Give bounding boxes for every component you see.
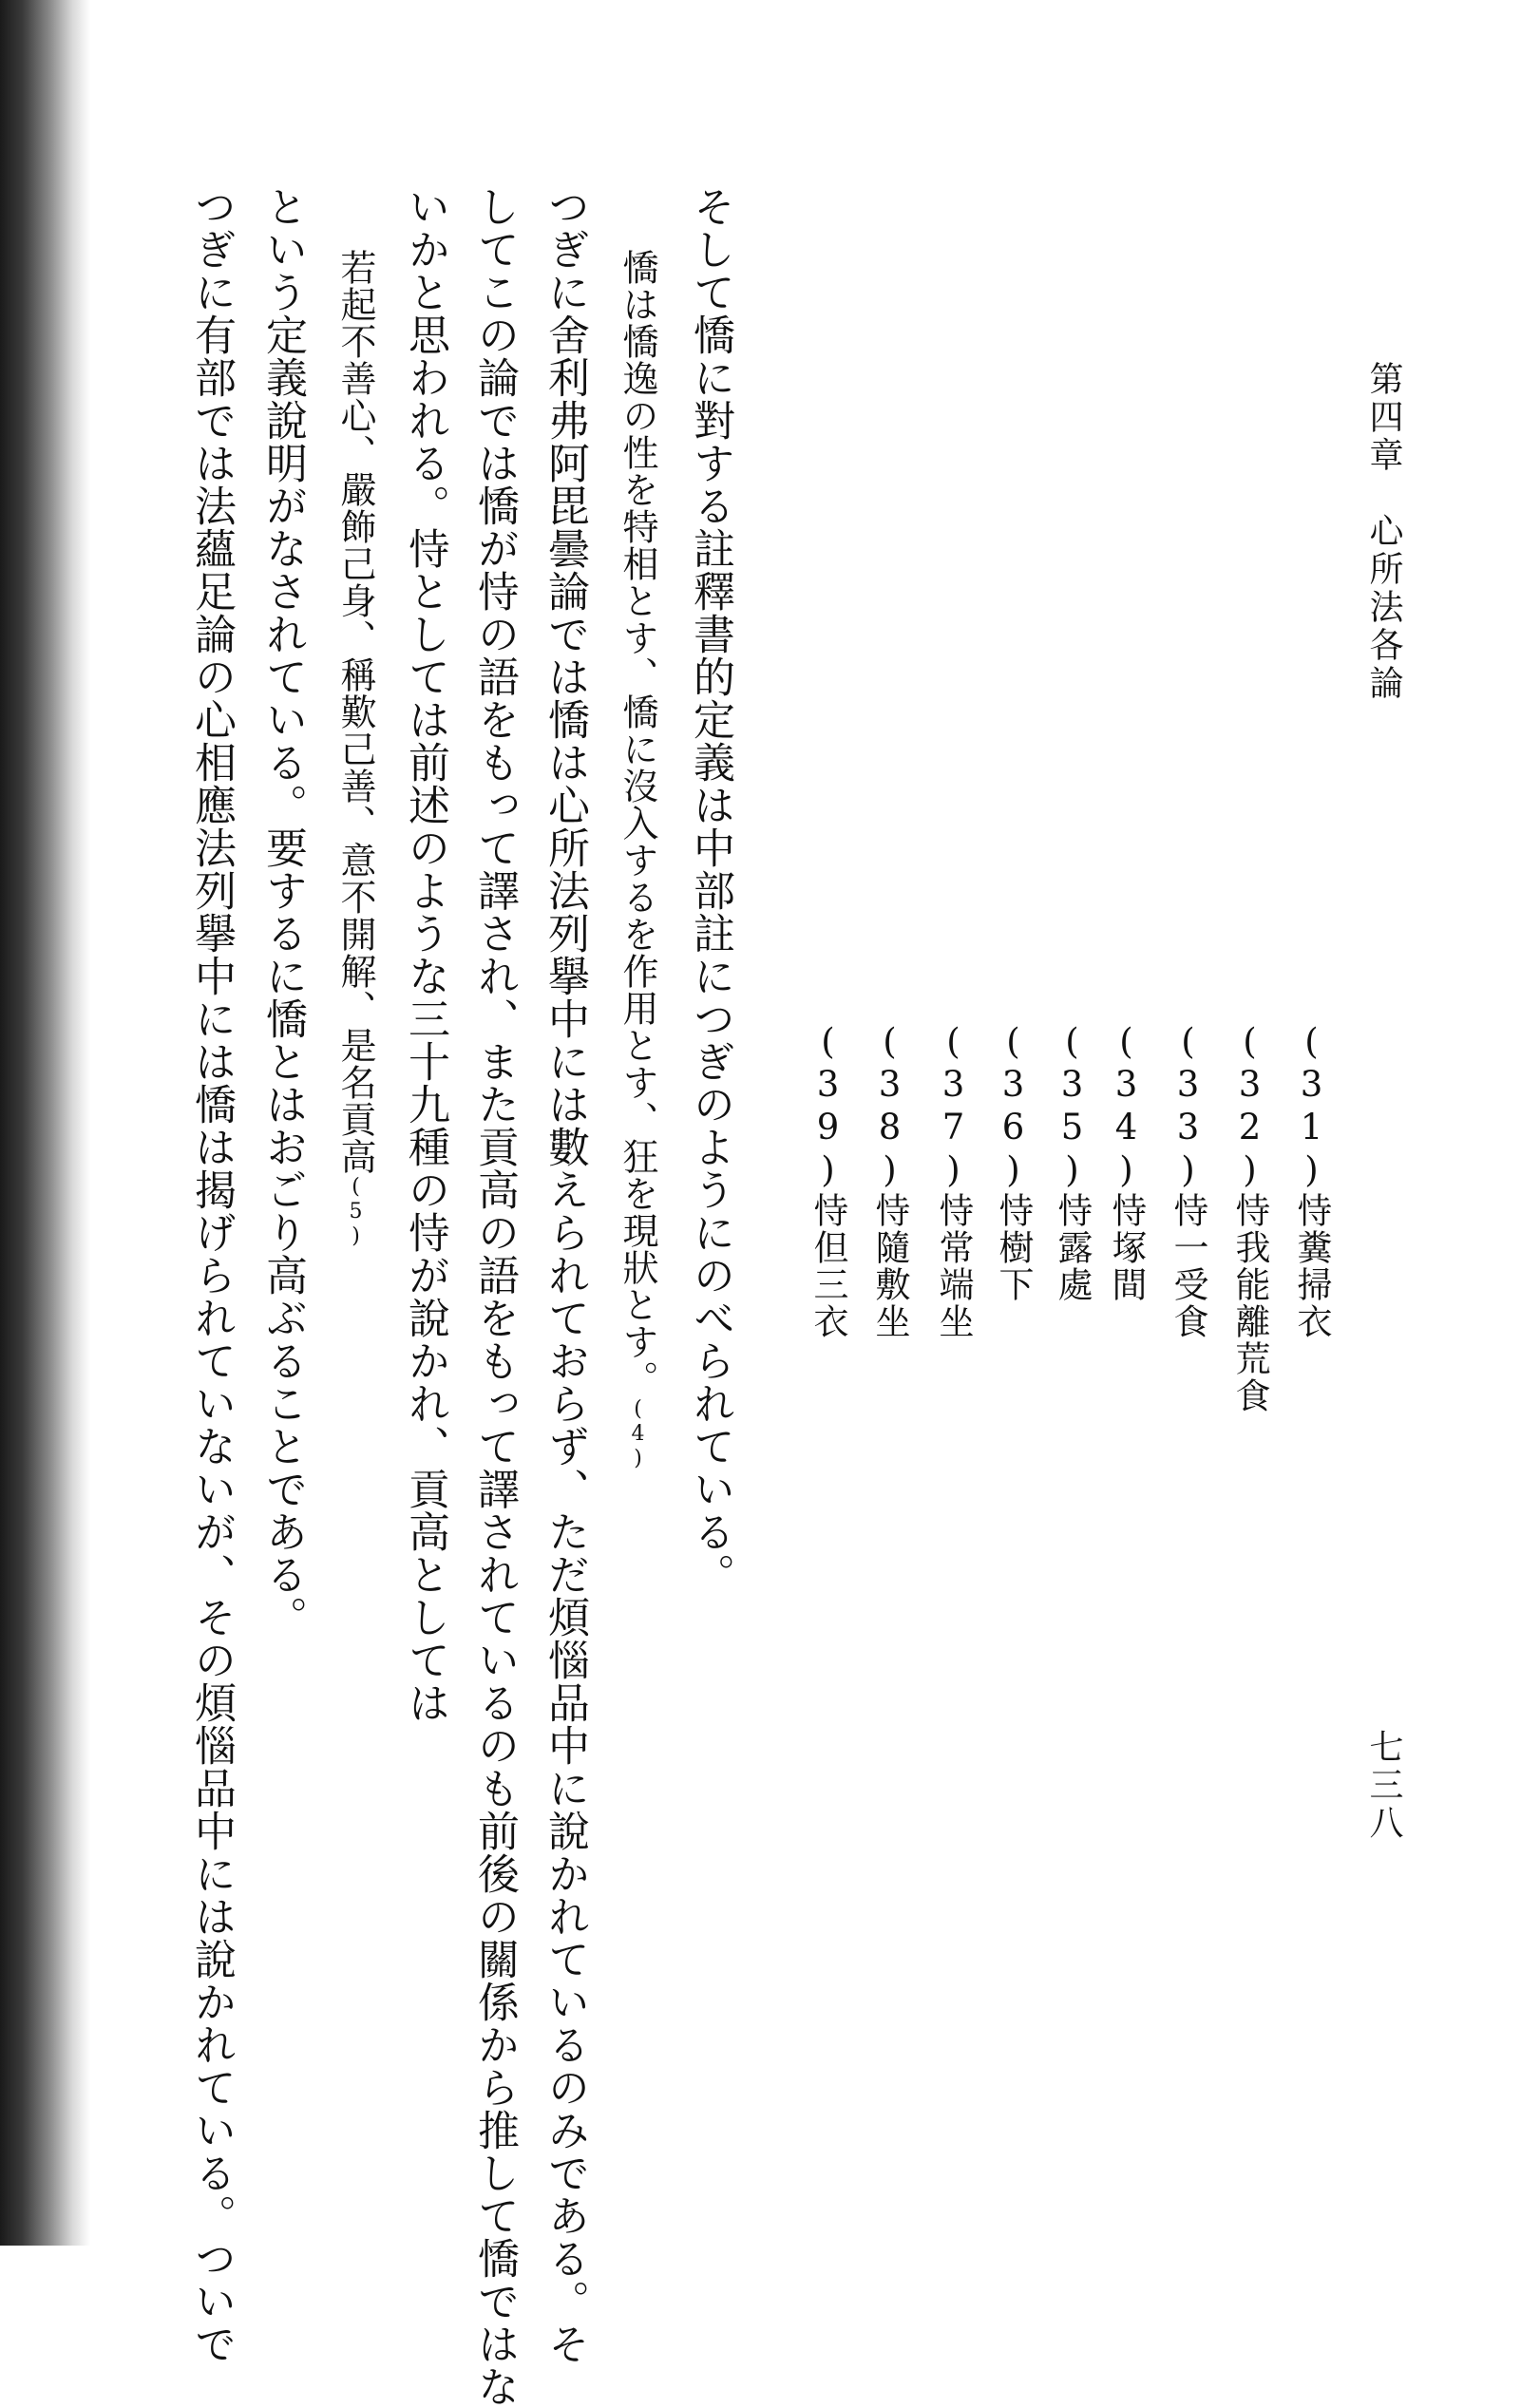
list-item [1106,1021,1147,1303]
list-item [1052,1021,1093,1303]
list-number: (36) [993,1021,1034,1192]
list-item [1291,1021,1332,1340]
body-paragraph-line: つぎに有部では法蘊足論の心相應法列擧中には憍は揭げられていないが、その煩惱品中には說かれている。ついで [187,185,236,2365]
list-item [869,1021,910,1340]
list-item [1229,1021,1270,1414]
list-item [1170,1021,1206,1340]
quoted-definition [334,249,376,1249]
body-paragraph-line: そして憍に對する註釋書的定義は中部註につぎのようにのべられている。 [686,185,734,1596]
list-number: (32) [1229,1021,1270,1192]
quote-text: 憍は憍逸の性を特相とす、憍に沒入するを作用とす、狂を現狀とす。 [617,249,658,1397]
list-number: (33) [1168,1021,1208,1192]
list-number: (34) [1106,1021,1147,1192]
list-text: 恃塚間 [1106,1192,1147,1303]
scan-binding-shadow [0,0,90,2246]
list-text: 恃樹下 [993,1192,1034,1303]
list-number: (35) [1052,1021,1093,1192]
list-number: (31) [1291,1021,1332,1192]
body-paragraph-line: いかと思われる。恃としては前述のような三十九種の恃が說かれ、貢高としては [401,185,449,1724]
list-number: (38) [869,1021,910,1192]
list-text: 恃一受食 [1168,1192,1208,1340]
footnote-marker: (4) [626,1397,650,1471]
body-paragraph-line: してこの論では憍が恃の語をもって譯され、また貢高の語をもって譯されているのも前後の關係から推して憍ではな [470,185,519,2408]
list-number: (39) [808,1021,848,1192]
footnote-marker: (5) [344,1175,368,1249]
list-item [933,1021,974,1340]
list-text: 恃我能離荒食 [1229,1192,1270,1414]
list-text: 恃隨敷坐 [869,1192,910,1340]
quote-text: 若起不善心、嚴飾己身、稱歎己善、意不開解、是名貢高 [334,249,376,1175]
chapter-header: 第四章 心所法各論 [1364,361,1403,703]
list-item [810,1021,846,1340]
list-text: 恃露處 [1052,1192,1093,1303]
list-item [993,1021,1034,1303]
page-number: 七三八 [1364,1729,1403,1843]
list-number: (37) [933,1021,974,1192]
body-paragraph-line: という定義說明がなされている。要するに憍とはおごり高ぶることである。 [258,185,307,1639]
list-text: 恃但三衣 [808,1192,848,1340]
list-text: 恃常端坐 [933,1192,974,1340]
quoted-definition [619,249,656,1471]
body-paragraph-line: つぎに舍利弗阿毘曇論では憍は心所法列擧中には數えられておらず、ただ煩惱品中に說かれているのみである。そ [541,185,589,2365]
list-text: 恃糞掃衣 [1291,1192,1332,1340]
